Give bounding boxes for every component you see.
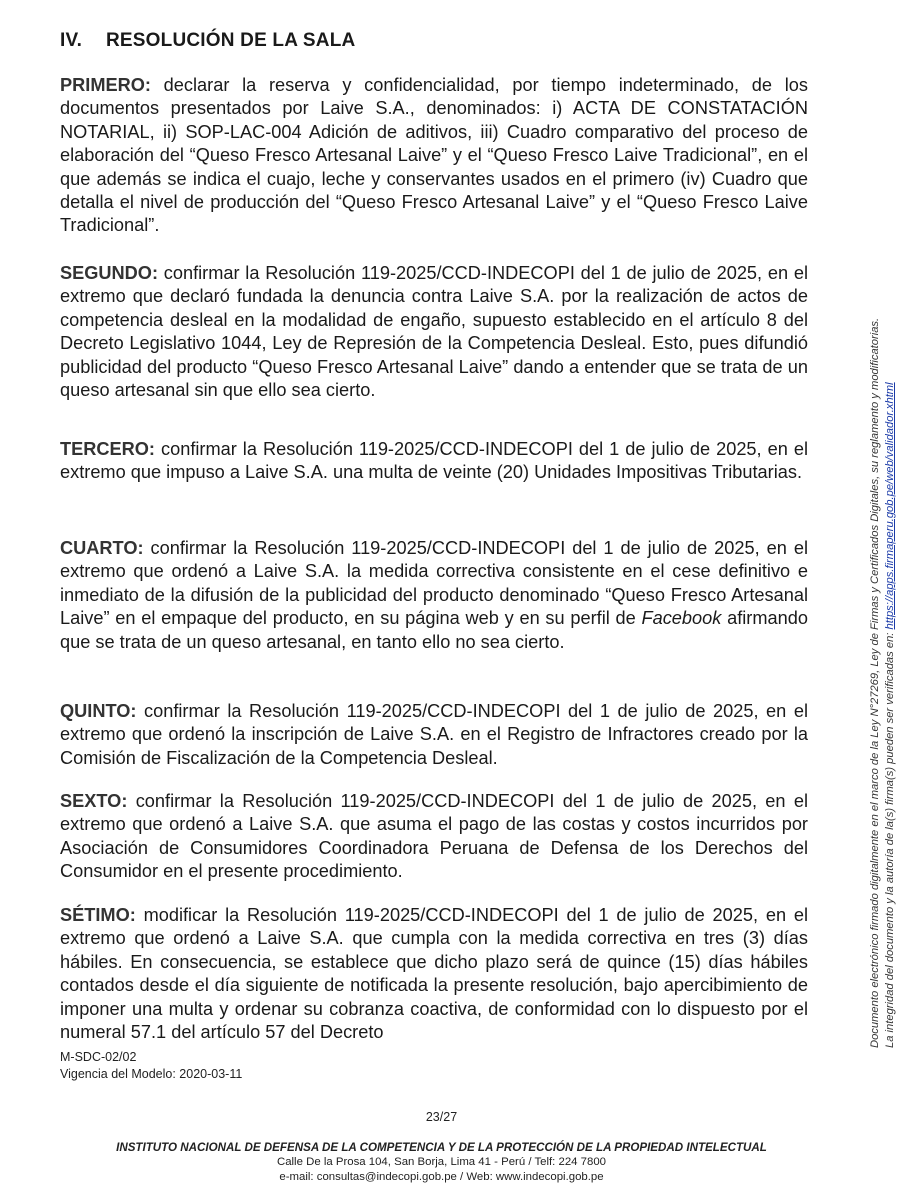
paragraph-lead: SEXTO:	[60, 791, 128, 811]
signature-note-line2	[883, 272, 898, 1048]
validator-link[interactable]: https://apps.firmaperu.gob.pe/web/validador.xhtml	[884, 382, 896, 630]
model-code: M-SDC-02/02	[60, 1050, 137, 1064]
paragraph-text: confirmar la Resolución 119-2025/CCD-INDECOPI del 1 de julio de 2025, en el extremo que declaró fundada la denuncia contra Laive S.A. por la realización de actos de competencia desleal en la modalidad de engaño, supuesto establecido en el artículo 8 del Decreto Legislativo 1044, Ley de Represión de la Competencia Desleal. Esto, pues difundió publicidad del producto “Queso Fresco Artesanal Laive” dando a entender que se trata de un queso artesanal sin que ello sea cierto.	[60, 263, 808, 401]
paragraph-tercero	[60, 438, 808, 485]
paragraph-lead: QUINTO:	[60, 701, 137, 721]
paragraph-italic-term: Facebook	[641, 608, 722, 629]
paragraph-sexto	[60, 790, 808, 884]
signature-note-line1: Documento electrónico firmado digitalmente en el marco de la Ley N°27269, Ley de Firmas y Certificados Digitales, su reglamento y modificatorias.	[869, 317, 881, 1048]
paragraph-text: confirmar la Resolución 119-2025/CCD-INDECOPI del 1 de julio de 2025, en el extremo que ordenó a Laive S.A. que asuma el pago de las costas y costos incurridos por Asociación de Consumidores Coordinadora Peruana de Defensa de los Derechos del Consumidor en el presente procedimiento.	[60, 791, 808, 882]
digital-signature-note	[868, 272, 898, 1048]
model-validity: Vigencia del Modelo: 2020-03-11	[60, 1067, 243, 1081]
paragraph-text-continued: afirmando que se trata de un queso artesanal, en tanto ello no sea cierto.	[60, 608, 808, 652]
paragraph-text: confirmar la Resolución 119-2025/CCD-INDECOPI del 1 de julio de 2025, en el extremo que ordenó a Laive S.A. la medida correctiva consistente en el cese definitivo e inmediato de la difusión de la publicidad del producto denominado “Queso Fresco Artesanal Laive” en el empaque del producto, en su página web y en su perfil de	[60, 538, 808, 629]
paragraph-quinto	[60, 700, 808, 770]
section-title: RESOLUCIÓN DE LA SALA	[106, 30, 356, 51]
paragraph-text: confirmar la Resolución 119-2025/CCD-INDECOPI del 1 de julio de 2025, en el extremo que impuso a Laive S.A. una multa de veinte (20) Unidades Impositivas Tributarias.	[60, 439, 808, 483]
paragraph-segundo	[60, 262, 808, 402]
paragraph-lead: SÉTIMO:	[60, 905, 136, 925]
paragraph-lead: PRIMERO:	[60, 75, 151, 95]
paragraph-setimo	[60, 904, 808, 1044]
paragraph-cuarto	[60, 537, 808, 654]
signature-note-prefix: La integridad del documento y la autoría de la(s) firma(s) pueden ser verificadas en:	[884, 632, 896, 1048]
page-number: 23/27	[425, 1110, 458, 1124]
footer-institution: INSTITUTO NACIONAL DE DEFENSA DE LA COMPETENCIA Y DE LA PROTECCIÓN DE LA PROPIEDAD INTELECTUAL	[116, 1141, 767, 1154]
paragraph-text: declarar la reserva y confidencialidad, por tiempo indeterminado, de los documentos presentados por Laive S.A., denominados: i) ACTA DE CONSTATACIÓN NOTARIAL, ii) SOP-LAC-004 Adición de aditivos, iii) Cuadro comparativo del proceso de elaboración del “Queso Fresco Artesanal Laive” y el “Queso Fresco Laive Tradicional”, en el que además se indica el cuajo, leche y conservantes usados en el primero (iv) Cuadro que detalla el nivel de producción del “Queso Fresco Artesanal Laive” y el “Queso Fresco Laive Tradicional”.	[60, 75, 808, 236]
paragraph-text: confirmar la Resolución 119-2025/CCD-INDECOPI del 1 de julio de 2025, en el extremo que ordenó la inscripción de Laive S.A. en el Registro de Infractores creado por la Comisión de Fiscalización de la Competencia Desleal.	[60, 701, 808, 768]
paragraph-lead: SEGUNDO:	[60, 263, 159, 283]
paragraph-primero	[60, 74, 808, 238]
paragraph-text: modificar la Resolución 119-2025/CCD-INDECOPI del 1 de julio de 2025, en el extremo que ordenó a Laive S.A. que cumpla con la medida correctiva en tres (3) días hábiles. En consecuencia, se establece que dicho plazo será de quince (15) días hábiles contados desde el día siguiente de notificada la presente resolución, bajo apercibimiento de imponer una multa y ordenar su cobranza coactiva, de conformidad con lo dispuesto por el numeral 57.1 del artículo 57 del Decreto	[60, 905, 808, 1043]
footer-contact: e-mail: consultas@indecopi.gob.pe / Web: www.indecopi.gob.pe	[279, 1171, 604, 1183]
footer-address: Calle De la Prosa 104, San Borja, Lima 41 - Perú / Telf: 224 7800	[276, 1156, 607, 1168]
paragraph-lead: TERCERO:	[60, 439, 155, 459]
section-number: IV.	[60, 30, 83, 51]
paragraph-lead: CUARTO:	[60, 538, 144, 558]
section-heading	[60, 30, 355, 52]
